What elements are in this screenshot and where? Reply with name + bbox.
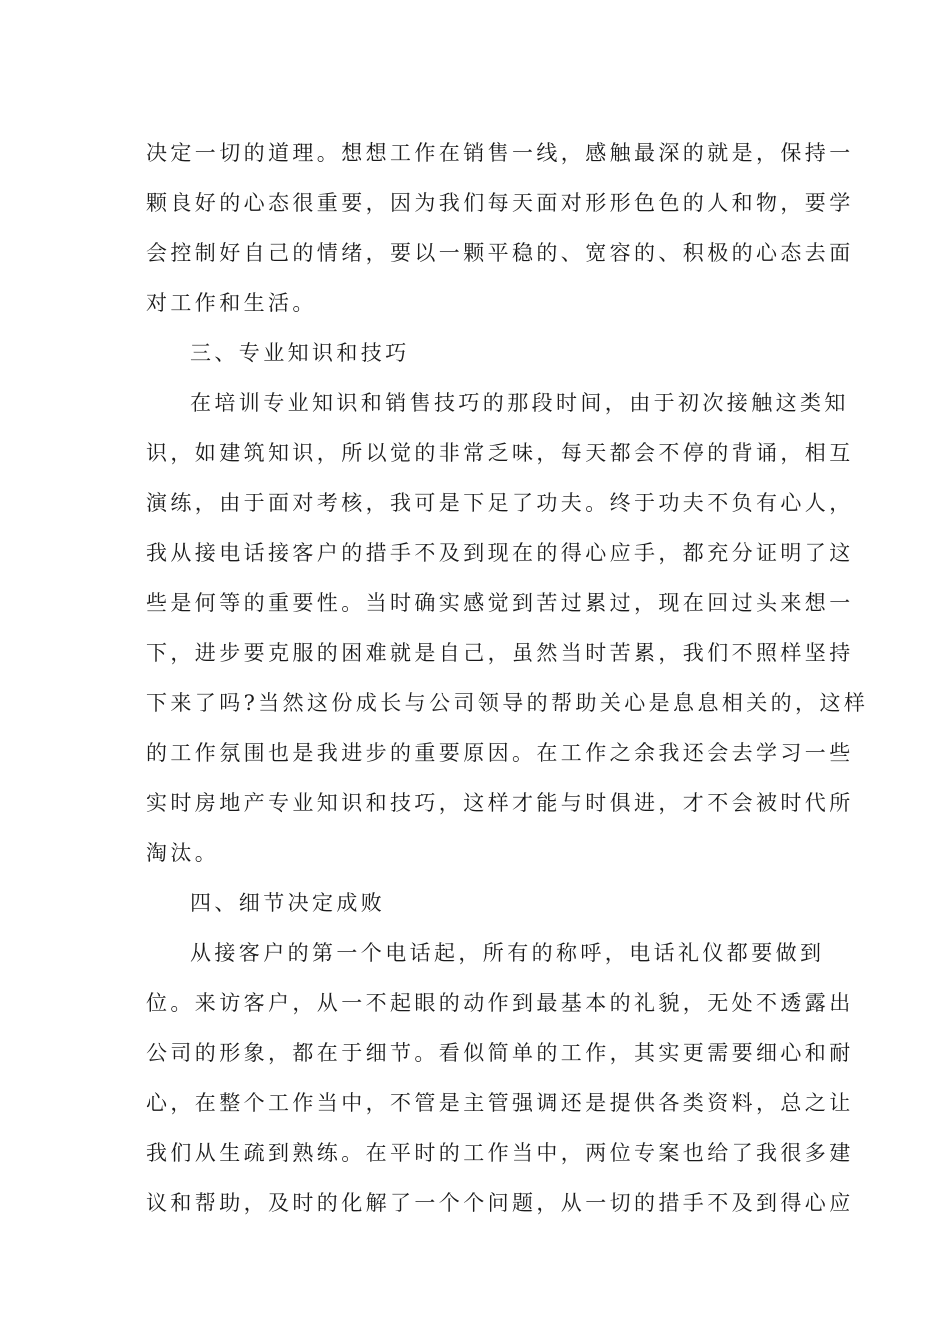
text-line: 从接客户的第一个电话起，所有的称呼，电话礼仪都要做到 [190,941,825,965]
text-line: 颗良好的心态很重要，因为我们每天面对形形色色的人和物，要学 [146,191,854,215]
text-line: 会控制好自己的情绪，要以一颗平稳的、宽容的、积极的心态去面 [146,241,854,265]
text-line: 识，如建筑知识，所以觉的非常乏味，每天都会不停的背诵，相互 [146,441,854,465]
text-line: 我们从生疏到熟练。在平时的工作当中，两位专案也给了我很多建 [146,1141,854,1165]
text-line: 在培训专业知识和销售技巧的那段时间，由于初次接触这类知 [190,391,849,415]
text-line: 下，进步要克服的困难就是自己，虽然当时苦累，我们不照样坚持 [146,641,854,665]
text-line: 实时房地产专业知识和技巧，这样才能与时俱进，才不会被时代所 [146,791,854,815]
text-line: 淘汰。 [146,841,220,865]
text-line: 公司的形象，都在于细节。看似简单的工作，其实更需要细心和耐 [146,1041,854,1065]
text-line: 些是何等的重要性。当时确实感觉到苦过累过，现在回过头来想一 [146,591,854,615]
text-line: 心，在整个工作当中，不管是主管强调还是提供各类资料，总之让 [146,1091,854,1115]
section-heading: 四、细节决定成败 [190,891,386,915]
document-body [146,128,869,1228]
text-line: 的工作氛围也是我进步的重要原因。在工作之余我还会去学习一些 [146,741,854,765]
text-line: 决定一切的道理。想想工作在销售一线，感触最深的就是，保持一 [146,141,854,165]
section-heading: 三、专业知识和技巧 [190,341,410,365]
text-line: 位。来访客户，从一不起眼的动作到最基本的礼貌，无处不透露出 [146,991,854,1015]
text-line: 演练，由于面对考核，我可是下足了功夫。终于功夫不负有心人， [146,491,854,515]
text-line: 议和帮助，及时的化解了一个个问题，从一切的措手不及到得心应 [146,1191,854,1215]
text-line: 我从接电话接客户的措手不及到现在的得心应手，都充分证明了这 [146,541,854,565]
text-line: 对工作和生活。 [146,291,317,315]
text-line: 下来了吗?当然这份成长与公司领导的帮助关心是息息相关的，这样 [146,691,869,715]
